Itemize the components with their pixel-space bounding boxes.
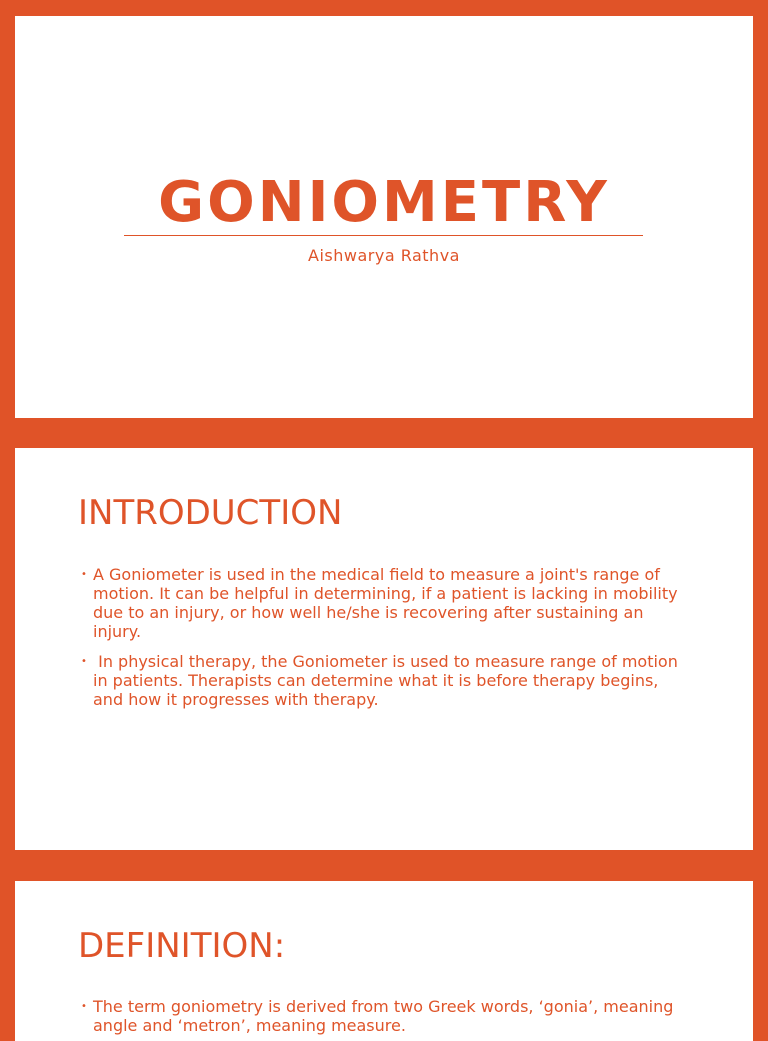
introduction-bullet-list — [80, 565, 683, 720]
bullet-text: The term goniometry is derived from two Greek words, ‘gonia’, meaning angle and ‘metron’, meaning measure. — [93, 997, 674, 1035]
bullet-dot-icon: • — [81, 656, 87, 667]
definition-slide — [15, 881, 753, 1041]
title-divider — [124, 235, 643, 236]
slide-subtitle-author: Aishwarya Rathva — [308, 246, 460, 265]
definition-heading: DEFINITION: — [78, 926, 286, 966]
bullet-text: In physical therapy, the Goniometer is used to measure range of motion in patients. Therapists can determine what it is before therapy begins, and how it progresses with therapy. — [93, 652, 683, 709]
slide-title: GONIOMETRY — [158, 170, 610, 235]
introduction-heading: INTRODUCTION — [78, 493, 343, 533]
bullet-item — [80, 652, 683, 709]
bullet-dot-icon: • — [81, 1001, 87, 1012]
bullet-text: A Goniometer is used in the medical field to measure a joint's range of motion. It can be helpful in determining, if a patient is lacking in mobility due to an injury, or how well he/she is recovering after sustaining an injury. — [93, 565, 678, 641]
bullet-dot-icon: • — [81, 569, 87, 580]
bullet-item — [80, 565, 680, 641]
bullet-item — [80, 997, 680, 1035]
definition-bullet-list — [80, 997, 680, 1041]
title-slide — [15, 16, 753, 418]
introduction-slide — [15, 448, 753, 850]
